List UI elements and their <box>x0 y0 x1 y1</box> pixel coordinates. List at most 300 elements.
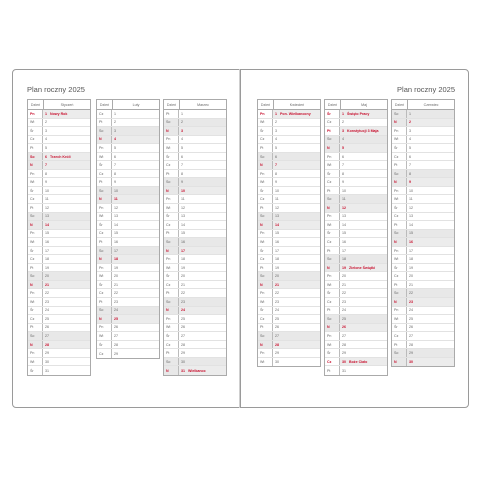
day-number: 27 <box>409 333 413 338</box>
day-row[interactable] <box>164 264 226 273</box>
day-cell <box>273 332 320 340</box>
day-row[interactable] <box>258 144 320 153</box>
weekday-label: N <box>164 187 179 195</box>
day-cell <box>112 161 159 169</box>
day-row[interactable] <box>97 110 159 119</box>
day-row[interactable] <box>392 144 454 153</box>
day-row[interactable] <box>97 170 159 179</box>
day-cell <box>340 315 387 323</box>
day-row[interactable] <box>325 221 387 230</box>
weekday-label: Wt <box>392 195 407 203</box>
day-row[interactable] <box>325 324 387 333</box>
day-number: 24 <box>45 308 49 313</box>
day-row[interactable] <box>258 315 320 324</box>
day-row[interactable] <box>28 213 90 222</box>
day-row[interactable] <box>258 272 320 281</box>
day-row[interactable] <box>325 349 387 358</box>
day-row[interactable] <box>164 187 226 196</box>
day-number: 23 <box>181 299 185 304</box>
day-row[interactable] <box>258 264 320 273</box>
day-row[interactable] <box>28 272 90 281</box>
day-row[interactable] <box>325 341 387 350</box>
day-row[interactable] <box>325 136 387 145</box>
day-cell <box>43 153 90 161</box>
day-row[interactable] <box>97 238 159 247</box>
day-number: 31 <box>45 368 49 373</box>
day-number: 24 <box>275 308 279 313</box>
day-row[interactable] <box>392 187 454 196</box>
day-number: 8 <box>409 171 411 176</box>
day-row[interactable] <box>97 255 159 264</box>
day-row[interactable] <box>392 281 454 290</box>
weekday-label: Śr <box>392 144 407 152</box>
weekday-label: Pt <box>28 264 43 272</box>
day-cell <box>407 136 454 144</box>
day-row[interactable] <box>325 119 387 128</box>
day-number: 24 <box>181 308 185 313</box>
day-row[interactable] <box>325 110 387 119</box>
day-row[interactable] <box>97 298 159 307</box>
day-number: 5 <box>181 145 183 150</box>
day-row[interactable] <box>392 358 454 367</box>
day-number: 13 <box>275 214 279 219</box>
day-cell <box>273 178 320 186</box>
day-row[interactable] <box>28 315 90 324</box>
weekday-label: Wt <box>164 204 179 212</box>
day-row[interactable] <box>97 230 159 239</box>
day-row[interactable] <box>392 289 454 298</box>
day-row[interactable] <box>28 238 90 247</box>
day-number: 14 <box>409 222 413 227</box>
day-number: 14 <box>342 222 346 227</box>
day-row[interactable] <box>164 281 226 290</box>
day-number: 28 <box>275 342 279 347</box>
day-cell <box>179 230 226 238</box>
weekday-label: So <box>97 127 112 135</box>
day-cell <box>407 178 454 186</box>
day-row[interactable] <box>325 272 387 281</box>
day-row[interactable] <box>392 221 454 230</box>
day-row[interactable] <box>97 341 159 350</box>
day-number: 11 <box>409 197 413 202</box>
day-row[interactable] <box>258 341 320 350</box>
day-cell <box>179 136 226 144</box>
weekday-label: N <box>392 358 407 367</box>
weekday-label: Pn <box>97 144 112 152</box>
day-row[interactable] <box>258 324 320 333</box>
month-name: Styczeń <box>60 102 74 107</box>
day-row[interactable] <box>258 178 320 187</box>
day-row[interactable] <box>258 307 320 316</box>
day-row[interactable] <box>164 332 226 341</box>
day-row[interactable] <box>97 324 159 333</box>
day-row[interactable] <box>392 238 454 247</box>
day-row[interactable] <box>392 195 454 204</box>
weekday-label: Cz <box>392 213 407 221</box>
day-row[interactable] <box>164 315 226 324</box>
day-number: 17 <box>342 248 346 253</box>
day-number: 26 <box>342 325 346 330</box>
day-row[interactable] <box>28 221 90 230</box>
day-row[interactable] <box>164 195 226 204</box>
day-number: 28 <box>181 342 185 347</box>
day-row[interactable] <box>164 247 226 256</box>
day-number: 25 <box>114 316 118 321</box>
day-row[interactable] <box>97 153 159 162</box>
day-row[interactable] <box>164 221 226 230</box>
day-cell <box>407 213 454 221</box>
day-number: 21 <box>275 282 279 287</box>
holiday-name: Nowy Rok <box>50 111 68 116</box>
day-row[interactable] <box>28 332 90 341</box>
day-cell <box>112 281 159 289</box>
day-row[interactable] <box>28 127 90 136</box>
day-row[interactable] <box>28 358 90 367</box>
day-row[interactable] <box>325 153 387 162</box>
day-row[interactable] <box>97 127 159 136</box>
weekday-label: Wt <box>325 341 340 349</box>
weekday-label: N <box>28 221 43 229</box>
day-row[interactable] <box>28 307 90 316</box>
day-row[interactable] <box>325 187 387 196</box>
day-cell <box>179 170 226 178</box>
day-number: 21 <box>409 282 413 287</box>
day-row[interactable] <box>28 136 90 145</box>
day-row[interactable] <box>97 264 159 273</box>
day-number: 21 <box>181 282 185 287</box>
day-row[interactable] <box>258 161 320 170</box>
day-row[interactable] <box>164 110 226 119</box>
day-row[interactable] <box>392 127 454 136</box>
day-cell <box>273 281 320 289</box>
day-row[interactable] <box>325 366 387 375</box>
day-row[interactable] <box>28 187 90 196</box>
day-row[interactable] <box>28 195 90 204</box>
day-cell <box>112 298 159 306</box>
day-cell <box>273 110 320 118</box>
day-row[interactable] <box>392 298 454 307</box>
day-row[interactable] <box>325 332 387 341</box>
day-row[interactable] <box>258 281 320 290</box>
day-cell <box>43 255 90 263</box>
day-row[interactable] <box>28 161 90 170</box>
weekday-label: Cz <box>164 281 179 289</box>
day-row[interactable] <box>258 358 320 367</box>
day-row[interactable] <box>28 298 90 307</box>
day-row[interactable] <box>325 238 387 247</box>
day-row[interactable] <box>325 161 387 170</box>
day-number: 21 <box>45 282 49 287</box>
day-row[interactable] <box>28 178 90 187</box>
day-row[interactable] <box>325 204 387 213</box>
day-row[interactable] <box>28 264 90 273</box>
day-number: 15 <box>181 231 185 236</box>
weekday-label: Pn <box>392 307 407 315</box>
day-row[interactable] <box>258 332 320 341</box>
day-cell <box>112 324 159 332</box>
day-row[interactable] <box>97 349 159 358</box>
day-row[interactable] <box>164 349 226 358</box>
day-cell <box>340 255 387 263</box>
day-row[interactable] <box>164 144 226 153</box>
weekday-label: Śr <box>97 161 112 169</box>
day-row[interactable] <box>392 153 454 162</box>
day-row[interactable] <box>258 153 320 162</box>
day-row[interactable] <box>325 255 387 264</box>
day-row[interactable] <box>392 247 454 256</box>
day-number: 24 <box>342 308 346 313</box>
day-row[interactable] <box>325 289 387 298</box>
day-row[interactable] <box>97 247 159 256</box>
day-row[interactable] <box>164 127 226 136</box>
weekday-label: Cz <box>164 221 179 229</box>
day-cell <box>407 127 454 135</box>
day-row[interactable] <box>392 213 454 222</box>
weekday-label: Wt <box>97 153 112 161</box>
day-row[interactable] <box>164 366 226 375</box>
day-row[interactable] <box>28 144 90 153</box>
weekday-label: Cz <box>325 238 340 246</box>
day-row[interactable] <box>164 307 226 316</box>
day-row[interactable] <box>28 289 90 298</box>
day-row[interactable] <box>97 161 159 170</box>
day-row[interactable] <box>258 136 320 145</box>
day-row[interactable] <box>97 204 159 213</box>
day-row[interactable] <box>28 230 90 239</box>
day-row[interactable] <box>28 204 90 213</box>
day-number: 16 <box>342 239 346 244</box>
day-row[interactable] <box>325 127 387 136</box>
day-cell <box>407 153 454 161</box>
day-cell <box>407 332 454 340</box>
day-row[interactable] <box>258 110 320 119</box>
day-row[interactable] <box>97 221 159 230</box>
day-row[interactable] <box>164 170 226 179</box>
day-row[interactable] <box>325 315 387 324</box>
day-row[interactable] <box>97 195 159 204</box>
weekday-label: N <box>325 144 340 152</box>
weekday-label: So <box>97 247 112 255</box>
day-row[interactable] <box>392 178 454 187</box>
day-row[interactable] <box>325 247 387 256</box>
day-cell <box>43 315 90 323</box>
day-row[interactable] <box>28 153 90 162</box>
day-cell <box>43 221 90 229</box>
day-row[interactable] <box>392 161 454 170</box>
weekday-label: Cz <box>97 349 112 358</box>
day-row[interactable] <box>392 204 454 213</box>
day-number: 13 <box>409 214 413 219</box>
holiday-name: Boże Ciało <box>349 359 368 364</box>
weekday-label: N <box>97 136 112 144</box>
day-cell <box>112 110 159 118</box>
day-row[interactable] <box>28 110 90 119</box>
day-row[interactable] <box>392 324 454 333</box>
weekday-label: Pt <box>258 324 273 332</box>
day-row[interactable] <box>164 178 226 187</box>
day-row[interactable] <box>392 349 454 358</box>
day-number: 23 <box>409 299 413 304</box>
day-row[interactable] <box>97 144 159 153</box>
day-row[interactable] <box>325 144 387 153</box>
weekday-label: Pn <box>97 324 112 332</box>
day-cell <box>340 170 387 178</box>
day-row[interactable] <box>258 221 320 230</box>
day-cell <box>340 349 387 357</box>
day-row[interactable] <box>164 204 226 213</box>
day-number: 15 <box>342 231 346 236</box>
day-row[interactable] <box>97 272 159 281</box>
day-row[interactable] <box>28 349 90 358</box>
day-cell <box>43 247 90 255</box>
day-row[interactable] <box>97 281 159 290</box>
day-row[interactable] <box>164 341 226 350</box>
day-row[interactable] <box>392 272 454 281</box>
weekday-label: N <box>325 324 340 332</box>
day-row[interactable] <box>97 213 159 222</box>
day-number: 14 <box>45 222 49 227</box>
day-row[interactable] <box>258 289 320 298</box>
day-row[interactable] <box>258 187 320 196</box>
day-row[interactable] <box>392 332 454 341</box>
day-row[interactable] <box>392 315 454 324</box>
weekday-label: Wt <box>258 238 273 246</box>
day-row[interactable] <box>325 230 387 239</box>
day-row[interactable] <box>97 187 159 196</box>
day-number: 31 <box>181 368 185 373</box>
day-number: 1 <box>275 111 277 116</box>
holiday-name: Konstytucji 3 Maja <box>347 128 379 133</box>
weekday-label: Pt <box>97 119 112 127</box>
day-number: 27 <box>45 333 49 338</box>
day-row[interactable] <box>325 264 387 273</box>
day-row[interactable] <box>164 136 226 145</box>
day-row[interactable] <box>164 230 226 239</box>
day-row[interactable] <box>28 281 90 290</box>
day-row[interactable] <box>97 332 159 341</box>
day-row[interactable] <box>164 289 226 298</box>
day-row[interactable] <box>325 170 387 179</box>
day-row[interactable] <box>392 255 454 264</box>
weekday-label: Pn <box>325 213 340 221</box>
day-row[interactable] <box>325 195 387 204</box>
day-row[interactable] <box>164 358 226 367</box>
day-row[interactable] <box>258 204 320 213</box>
day-cell <box>340 161 387 169</box>
day-number: 11 <box>342 197 346 202</box>
day-row[interactable] <box>164 119 226 128</box>
weekday-label: Wt <box>97 213 112 221</box>
day-row[interactable] <box>258 238 320 247</box>
weekday-label: So <box>97 307 112 315</box>
day-row[interactable] <box>392 230 454 239</box>
weekday-label: So <box>325 136 340 144</box>
day-row[interactable] <box>392 341 454 350</box>
day-number: 2 <box>181 120 183 125</box>
day-row[interactable] <box>164 153 226 162</box>
day-row[interactable] <box>28 170 90 179</box>
day-row[interactable] <box>97 119 159 128</box>
day-row[interactable] <box>258 230 320 239</box>
day-row[interactable] <box>392 307 454 316</box>
day-row[interactable] <box>325 358 387 367</box>
day-row[interactable] <box>164 298 226 307</box>
day-row[interactable] <box>28 324 90 333</box>
day-cell <box>179 110 226 118</box>
weekday-label: Cz <box>325 178 340 186</box>
day-row[interactable] <box>164 161 226 170</box>
day-row[interactable] <box>164 213 226 222</box>
day-row[interactable] <box>28 255 90 264</box>
day-cell <box>43 170 90 178</box>
day-number: 11 <box>275 197 279 202</box>
day-row[interactable] <box>97 178 159 187</box>
day-row[interactable] <box>164 324 226 333</box>
day-row[interactable] <box>28 247 90 256</box>
day-row[interactable] <box>392 170 454 179</box>
day-cell <box>340 332 387 340</box>
day-row[interactable] <box>28 341 90 350</box>
weekday-label: N <box>392 298 407 306</box>
weekday-label: So <box>164 238 179 246</box>
weekday-label: N <box>164 247 179 255</box>
day-cell <box>112 264 159 272</box>
day-cell <box>340 281 387 289</box>
day-row[interactable] <box>28 366 90 375</box>
day-row[interactable] <box>258 213 320 222</box>
weekday-label: Wt <box>97 272 112 280</box>
day-row[interactable] <box>97 289 159 298</box>
day-row[interactable] <box>28 119 90 128</box>
day-row[interactable] <box>392 119 454 128</box>
day-cell <box>407 204 454 212</box>
day-number: 22 <box>114 291 118 296</box>
day-row[interactable] <box>258 349 320 358</box>
day-row[interactable] <box>392 110 454 119</box>
day-number: 27 <box>181 333 185 338</box>
weekday-label: Pt <box>28 324 43 332</box>
day-cell <box>273 161 320 169</box>
day-cell <box>340 110 387 118</box>
day-row[interactable] <box>97 307 159 316</box>
day-row[interactable] <box>258 170 320 179</box>
day-row[interactable] <box>258 247 320 256</box>
day-number: 28 <box>409 342 413 347</box>
day-number: 12 <box>275 205 279 210</box>
day-row[interactable] <box>97 136 159 145</box>
day-row[interactable] <box>164 238 226 247</box>
day-row[interactable] <box>392 264 454 273</box>
day-row[interactable] <box>325 178 387 187</box>
weekday-label: Pn <box>258 170 273 178</box>
day-cell <box>340 341 387 349</box>
weekday-label: Śr <box>28 247 43 255</box>
day-row[interactable] <box>258 255 320 264</box>
day-row[interactable] <box>258 195 320 204</box>
day-row[interactable] <box>325 298 387 307</box>
day-row[interactable] <box>258 119 320 128</box>
day-row[interactable] <box>97 315 159 324</box>
day-row[interactable] <box>258 298 320 307</box>
day-number: 29 <box>409 351 413 356</box>
day-row[interactable] <box>164 272 226 281</box>
day-row[interactable] <box>164 255 226 264</box>
day-row[interactable] <box>258 127 320 136</box>
day-row[interactable] <box>325 213 387 222</box>
day-row[interactable] <box>325 307 387 316</box>
day-row[interactable] <box>325 281 387 290</box>
day-row[interactable] <box>392 136 454 145</box>
